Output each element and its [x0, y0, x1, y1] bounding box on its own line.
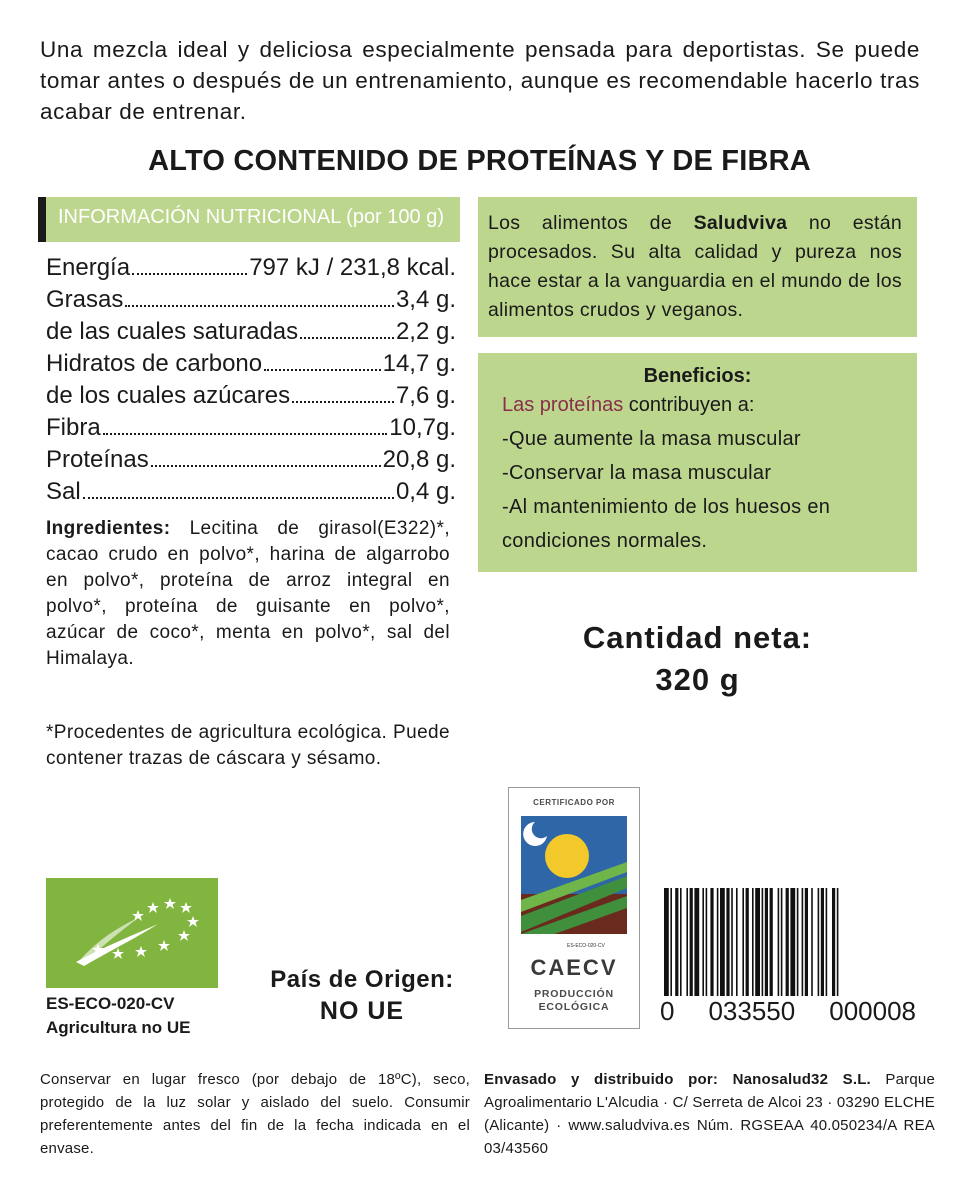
leader-dots — [132, 273, 247, 275]
nutrition-header — [38, 197, 460, 242]
barcode-bar — [802, 888, 804, 996]
caecv-certified-label: CERTIFICADO POR — [533, 798, 615, 807]
nutrition-label: Proteínas — [46, 446, 149, 473]
caecv-landscape-icon — [521, 816, 627, 952]
benefit-item: -Al mantenimiento de los huesos en — [502, 496, 831, 518]
distributor-info — [484, 1068, 935, 1160]
leader-dots — [264, 369, 380, 371]
caecv-name: CAECV — [530, 955, 618, 980]
barcode-bar — [755, 888, 760, 996]
eco-origin-text: Agricultura no UE — [46, 1018, 191, 1037]
intro-text: Una mezcla ideal y deliciosa especialmente pensada para deportistas. Se puede tomar antes o después de un entrenamiento, aunque es recomendable hacerlo tras acabar de entrenar. — [40, 37, 920, 124]
nutrition-row — [46, 254, 456, 286]
leader-dots — [292, 401, 394, 403]
barcode-bar — [731, 888, 733, 996]
nutrition-table — [46, 254, 456, 510]
nutrition-value: 0,4 g. — [395, 478, 456, 505]
brand-info-box — [478, 197, 917, 337]
barcode-bar — [786, 888, 789, 996]
barcode-bar — [736, 888, 738, 996]
brand-info-post: no están procesados. Su alta calidad y pureza nos hace estar a la vanguardia en el mundo de los alimentos crudos y veganos. — [488, 212, 902, 321]
net-quantity-value: 320 g — [655, 662, 740, 697]
barcode-bar — [821, 888, 824, 996]
eco-code — [46, 992, 191, 1040]
barcode-bar — [790, 888, 795, 996]
barcode-bar — [832, 888, 835, 996]
nutrition-label: Fibra — [46, 414, 101, 441]
nutrition-row — [46, 478, 456, 510]
organic-note: *Procedentes de agricultura ecológica. Puede contener trazas de cáscara y sésamo. — [46, 722, 450, 769]
storage-instructions: Conservar en lugar fresco (por debajo de 18ºC), seco, protegido de la luz solar y aislado del suelo. Consumir preferentemente antes del fin de la fecha indicada en el envase. — [40, 1071, 470, 1157]
benefits-title: Beneficios: — [643, 365, 752, 387]
benefits-intro-rest: contribuyen a: — [628, 394, 755, 416]
barcode-bar — [770, 888, 773, 996]
barcode-bar — [710, 888, 713, 996]
benefit-item: condiciones normales. — [502, 530, 708, 552]
nutrition-value: 797 kJ / 231,8 kcal. — [249, 254, 456, 281]
benefits-intro — [502, 394, 754, 417]
distributor-label: Envasado y distribuido por: Nanosalud32 S.L. — [484, 1071, 871, 1088]
barcode-bar — [778, 888, 780, 996]
brand-info-pre: Los alimentos de — [488, 212, 672, 234]
barcode-bar — [690, 888, 693, 996]
nutrition-row — [46, 446, 456, 478]
barcode-bar — [746, 888, 749, 996]
nutrition-value: 3,4 g. — [395, 286, 456, 313]
barcode-bar — [720, 888, 725, 996]
nutrition-value: 20,8 g. — [382, 446, 456, 473]
caecv-production — [509, 988, 639, 1014]
barcode-bar — [811, 888, 813, 996]
barcode-digit-group: 000008 — [829, 996, 916, 1026]
origin-value: NO UE — [319, 997, 405, 1025]
benefits-box — [478, 353, 917, 572]
nutrition-header-label: INFORMACIÓN NUTRICIONAL (por 100 g) — [58, 206, 444, 228]
barcode-bar — [742, 888, 744, 996]
nutrition-value: 10,7g. — [389, 414, 456, 441]
leader-dots — [125, 305, 394, 307]
net-quantity-label: Cantidad neta: — [582, 620, 813, 655]
nutrition-value: 14,7 g. — [382, 350, 456, 377]
nutrition-value: 7,6 g. — [395, 382, 456, 409]
benefit-item: -Conservar la masa muscular — [502, 462, 772, 484]
nutrition-row — [46, 382, 456, 414]
barcode-bar — [670, 888, 672, 996]
barcode-bar — [726, 888, 729, 996]
barcode-bar — [702, 888, 704, 996]
leader-dots — [151, 465, 381, 467]
caecv-production-line: PRODUCCIÓN — [534, 988, 614, 1000]
barcode-bar — [837, 888, 839, 996]
caecv-code: ES-ECO-020-CV — [567, 943, 605, 949]
origin-label: País de Origen: — [270, 966, 454, 993]
brand-name: Saludviva — [693, 212, 788, 234]
nutrition-label: de los cuales azúcares — [46, 382, 291, 409]
leader-dots — [83, 497, 394, 499]
barcode-bar — [762, 888, 764, 996]
barcode-bar — [675, 888, 678, 996]
barcode-digit-group: 033550 — [708, 996, 796, 1026]
leader-dots — [300, 337, 394, 339]
ingredients-label: Ingredientes: — [46, 518, 171, 539]
barcode-icon — [662, 888, 914, 998]
nutrition-header-bar — [38, 197, 46, 242]
eu-organic-leaf-icon — [46, 878, 218, 988]
barcode-bar — [765, 888, 768, 996]
brand-info-text — [488, 209, 902, 325]
barcode-bar — [805, 888, 808, 996]
barcode-bar — [781, 888, 783, 996]
barcode-bar — [694, 888, 699, 996]
nutrition-label: Sal — [46, 478, 81, 505]
ingredients-text: Lecitina de girasol(E322)*, cacao crudo en polvo*, harina de algarrobo en polvo*, proteína de arroz integral en polvo*, proteína de guisante en polvo*, azúcar de coco*, menta en polvo*, sal del Himalaya. — [46, 518, 450, 669]
leader-dots — [103, 433, 388, 435]
headline: ALTO CONTENIDO DE PROTEÍNAS Y DE FIBRA — [148, 145, 811, 177]
nutrition-label: Hidratos de carbono — [46, 350, 263, 377]
nutrition-row — [46, 414, 456, 446]
barcode-bar — [686, 888, 688, 996]
caecv-certification-logo — [508, 787, 640, 1029]
benefit-item: -Que aumente la masa muscular — [502, 428, 801, 450]
nutrition-row — [46, 350, 456, 382]
barcode-bar — [706, 888, 708, 996]
barcode-bar — [664, 888, 669, 996]
nutrition-label: Energía — [46, 254, 131, 281]
nutrition-value: 2,2 g. — [395, 318, 456, 345]
nutrition-label: Grasas — [46, 286, 124, 313]
nutrition-label: de las cuales saturadas — [46, 318, 299, 345]
barcode-bar — [826, 888, 828, 996]
distributor-text: Parque Agroalimentario L'Alcudia · C/ Serreta de Alcoi 23 · 03290 ELCHE (Alicante) · www.saludviva.es Núm. RGSEAA 40.050234/A REA 03/43560 — [484, 1071, 935, 1157]
barcode-bar — [797, 888, 799, 996]
nutrition-row — [46, 318, 456, 350]
proteins-highlight: Las proteínas — [502, 394, 624, 416]
ingredients — [46, 516, 450, 672]
nutrition-row — [46, 286, 456, 318]
barcode-bar — [752, 888, 754, 996]
barcode-bar — [818, 888, 820, 996]
caecv-production-line: ECOLÓGICA — [538, 1001, 610, 1013]
barcode-digits — [660, 996, 916, 1027]
eco-code-number: ES-ECO-020-CV — [46, 994, 175, 1013]
barcode-bar — [680, 888, 682, 996]
barcode-digit-group: 0 — [660, 996, 675, 1026]
barcode-bar — [717, 888, 719, 996]
